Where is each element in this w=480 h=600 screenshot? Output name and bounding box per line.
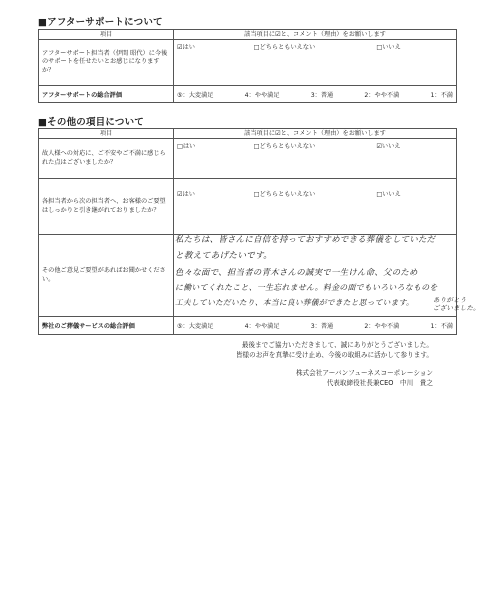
- handwriting-line-3: 色々な面で、担当者の青木さんの誠実で一生けん命、父のため: [175, 267, 418, 277]
- aftersupport-options: [177, 42, 453, 51]
- closing-message: [236, 340, 433, 360]
- scale-2[interactable]: 2：やや不満: [364, 323, 400, 330]
- closing-line-2: 皆様のお声を真摯に受け止め、今後の取組みに活かして参ります。: [235, 351, 433, 359]
- company-signature: [296, 368, 433, 388]
- handwriting-line-4: に働いてくれたこと、一生忘れません。料金の面でもいろいろなものを: [175, 283, 438, 292]
- option-neutral[interactable]: □どちらともいえない: [253, 191, 316, 198]
- scale-4[interactable]: 4：やや満足: [244, 91, 280, 99]
- eval-scale-aftersupport: [177, 90, 453, 99]
- scale-4[interactable]: 4：やや満足: [244, 323, 280, 330]
- question-anxiety: 故人様への対応に、ご不安やご不満に感じられた点はございましたか？: [39, 139, 174, 179]
- question-handover: 各担当者から次の担当者へ、お客様のご要望はしっかりと引き継がれておりましたか？: [39, 179, 174, 235]
- scale-3[interactable]: 3：普通: [310, 323, 334, 330]
- option-yes[interactable]: ☑はい: [177, 44, 195, 51]
- option-no[interactable]: □いいえ: [376, 191, 401, 198]
- option-yes[interactable]: □はい: [177, 143, 196, 150]
- handover-options: [177, 189, 453, 198]
- col-header-item: 項目: [39, 129, 174, 139]
- col-header-instruction: 該当項目に☑と、コメント（理由）をお願いします: [174, 30, 457, 40]
- scale-1[interactable]: 1：不満: [430, 323, 453, 330]
- handwriting-line-2: と教えてあげたいです。: [175, 251, 273, 261]
- closing-line-1: 最後までご協力いただきまして、誠にありがとうございました。: [241, 341, 433, 349]
- section2-title: ■その他の項目について: [38, 117, 144, 128]
- option-no[interactable]: ☑いいえ: [376, 143, 401, 150]
- eval-label-service: 弊社のご葬儀サービスの総合評価: [39, 317, 174, 335]
- aftersupport-table: [38, 29, 457, 103]
- scale-5[interactable]: ⑤：大変満足: [177, 323, 214, 330]
- option-neutral[interactable]: □どちらともいえない: [253, 143, 316, 150]
- option-no[interactable]: □いいえ: [376, 44, 401, 51]
- eval-scale-service: [177, 321, 453, 330]
- question-aftersupport: アフターサポート担当者（伊間 昭代）に今後のサポートを任せたいとお感じになりますか？: [39, 40, 174, 86]
- option-yes[interactable]: ☑はい: [177, 191, 195, 198]
- handwriting-line-5: 工夫していただいたり、本当に良い葬儀ができたと思っています。: [175, 298, 415, 307]
- scale-5[interactable]: ⑤：大変満足: [177, 91, 214, 99]
- question-comments: その他ご意見ご要望があればお聞かせください。: [39, 235, 174, 317]
- scale-2[interactable]: 2：やや不満: [364, 91, 400, 99]
- eval-label-aftersupport: アフターサポートの総合評価: [39, 86, 174, 103]
- option-neutral[interactable]: □どちらともいえない: [253, 44, 316, 51]
- scale-3[interactable]: 3：普通: [310, 91, 334, 99]
- handwriting-side-note: ありがとう ございました。: [433, 296, 480, 312]
- col-header-instruction: 該当項目に☑と、コメント（理由）をお願いします: [174, 129, 457, 139]
- signer-name: 代表取締役社長兼CEO 中川 貴之: [326, 379, 433, 387]
- col-header-item: 項目: [39, 30, 174, 40]
- scale-1[interactable]: 1：不満: [430, 91, 453, 99]
- section1-title: ■アフターサポートについて: [38, 17, 163, 28]
- company-name: 株式会社アーバンフューネスコーポレーション: [295, 369, 433, 377]
- anxiety-options: [177, 141, 453, 150]
- handwriting-line-1: 私たちは、皆さんに自信を持っておすすめできる葬儀をしていただ: [175, 234, 436, 244]
